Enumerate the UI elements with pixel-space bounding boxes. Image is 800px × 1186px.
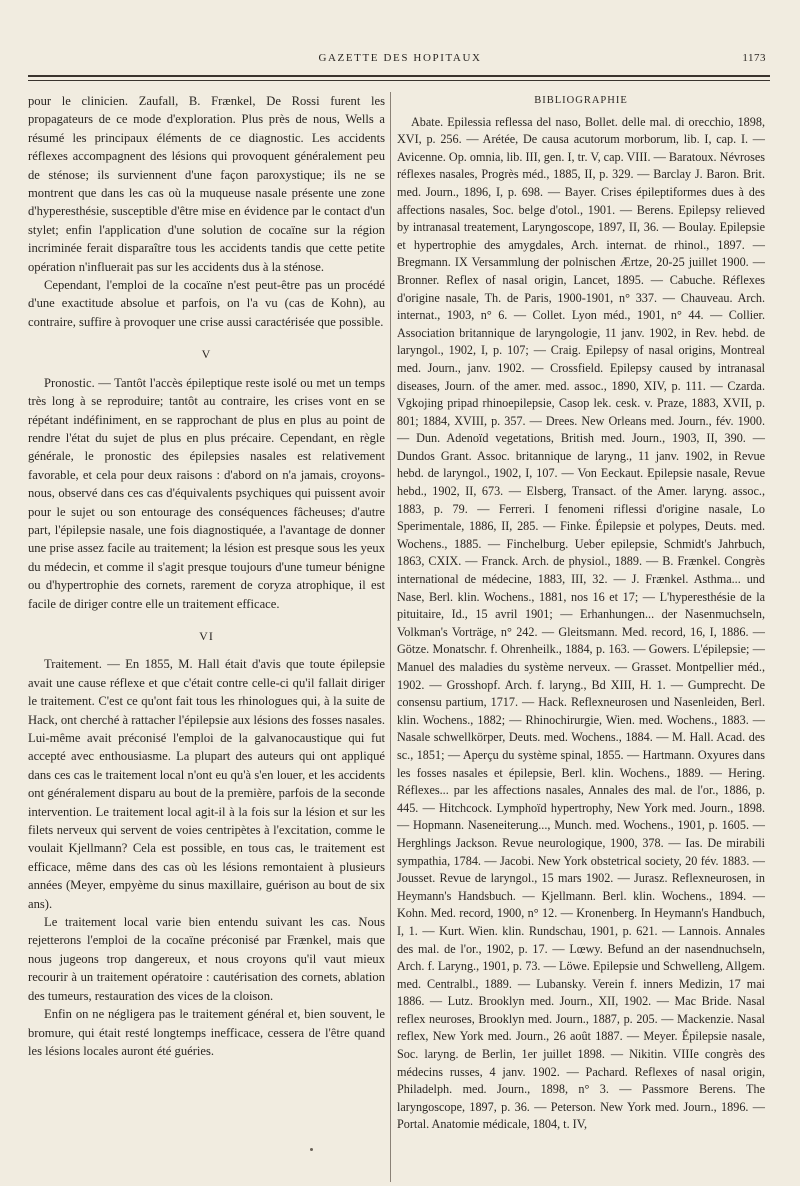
column-divider bbox=[390, 92, 391, 1182]
journal-title: GAZETTE DES HOPITAUX bbox=[318, 52, 482, 64]
bibliography-text: Abate. Epilessia reflessa del naso, Bollet. delle mal. di orecchio, 1898, XVI, p. 256. — Arétée, De causa acutorum morborum, lib. I, cap. I. — Avicenne. Op. omnia, lib. III, gen. I, tr. V, cap. VIII. — Baratoux. Névroses réflexes nasales, Progrès méd., 1885, II, p. 329. — Barclay J. Baron. Brit. med. Journ., 1896, I, p. 698. — Bayer. Crises épileptiformes dues à des affections nasales, Soc. belge d'otol., 1901. — Berens. Epilepsy relieved by intranasal treatement, Laryngoscope, 1897, II, 36. — Boulay. Epilepsie et hypertrophie des amygdales, Arch. internat. de rhinol., 1897. — Bregmann. IX Versammlung der polnischen Ærtze, 20-25 juillet 1900. — Bronner. Reflex of nasal origin, Lancet, 1895. — Cabuche. Réflexes d'origine nasale, Th. de Paris, 1900-1901, n° 337. — Chauveau. Arch. internat., 1903, n° 6. — Collet. Lyon méd., 1901, n° 44. — Collier. Association britannique de laryngologie, 11 janv. 1902, in Rev. hebd. de laryngol., 1902, I, p. 107; — Craig. Epilepsy of nasal origins, Montreal med. Journ., janv. 1902. — Crossfield. Epilepsy caused by intranasal diseases, Journ. of the amer. med. assoc., 1890, XIV, p. 111. — Czarda. Vgkojing pripad rhinoepilepsie, Casop lek. cesk. v. Praze, 1883, XVII, p. 801; 1884, XVIII, p. 357. — Drees. New Orleans med. Journ., fév. 1900. — Dun. Adenoïd vegetations, British med. Journ., 1903, II, 390. — Dundos Grant. Assoc. britannique de laryng., 11 janv. 1902, in Revue hebd. de laryngol., 1902, I, 107. — Von Eeckaut. Epilepsie nasale, Revue hebd., 1902, II, 673. — Elsberg, Transact. of the Amer. laryng. assoc., 1883, p. 79. — Ferreri. I fenomeni riflessi d'origine nasale, Lo Sperimentale, 1886, II, 285. — Finke. Épilepsie et polypes, Deuts. med. Wochens., 1885. — Finchelburg. Ueber epilepsie, Schmidt's Jahrbuch, 1863, CXIX. — Franck. Arch. de physiol., 1889. — B. Frænkel. Congrès international de médecine, 1883, III, 32. — J. Frænkel. Asthma... und Nase, Berl. klin. Wochens., 1881, nos 16 et 17; — L'hyperesthésie de la pituitaire, Id., 15 avril 1901; — Erhanhungen... der Nasenmuchseln, Volkman's Vorträge, n° 242. — Gleitsmann. Med. record, 16, I, 1886. — Götze. Monatschr. f. Ohrenheilk., 1884, p. 163. — Gowers. L'épilepsie; — Manuel des maladies du système nerveux. — Grasset. Montpellier méd., 1902. — Grosshopf. Arch. f. laryng., Bd XIII, H. 1. — Gumprecht. De consensu partium, 1717. — Hack. Reflexneurosen und Nasenleiden, Berl. klin. Wochens., 1882; — Rhinochirurgie, Wien. med. Wochens., 1883. — Nasale schwellkörper, Deuts. med. Wochens., 1884. — M. Hall. Acad. des sc., 1851; — Aperçu du système spinal, 1855. — Hartmann. Oxyures dans les fosses nasales et épilepsie, Berl. klin. Wochens., 1889. — Hering. Réflexes... par les affections nasales, Annales des mal. de l'or., 1886, p. 445. — Hitchcock. Lymphoïd hypertrophy, New York med. Journ., 1898. — Hopmann. Naseneiterung..., Munch. med. Wochens., 1901, p. 1605. — Herghlings Jackson. Revue neurologique, 1900, 378. — Ias. De mirabili sympathia, 1784. — Jacobi. New York obstetrical society, 20 fév. 1883. — Jousset. Revue de laryngol., 15 mars 1902. — Jurasz. Reflexneurosen, in Heymann's Handsbuch. — Kjellmann. Berl. klin. Wochens., 1894. — Kohn. Med. record, 1900, n° 12. — Kronenberg. In Heymann's Handbuch, I, 1. — Kurt. Wien. klin. Rundschau, 1901, p. 621. — Lannois. Annales des mal. de l'or., 1902, p. 17. — Lœwy. Befund an der nasendnuchseln, Arch. f. Laryng., 1901, p. 73. — Löwe. Epilepsie und Schwelleng, Allgem. med. Centralbl., 1889. — Lubansky. Verein f. inners Medizin, 17 mai 1886. — Lutz. Brooklyn med. Journ., XII, 1902. — Mac Bride. Nasal reflex neuroses, Brooklyn med. Journ., 1887, p. 205. — Mackenzie. Nasal reflex, New York med. Journ., 26 août 1887. — Meyer. Épilepsie nasale, Soc. laryng. de Berlin, 1er juillet 1898. — Nikitin. VIIIe congrès des médecins russes, 4 janv. 1902. — Pachard. Reflexes of nasal origin, Philadelph. med. Journ., 1898, n° 3. — Passmore Berens. The laryngoscope, 1897, p. 36. — Peterson. New York med. Journ., 1896. — Portal. Anatomie médicale, 1804, t. IV, bbox=[397, 114, 765, 1132]
header-rule-thin bbox=[28, 80, 770, 81]
page-number: 1173 bbox=[742, 52, 766, 64]
print-speck bbox=[310, 1148, 313, 1151]
running-header bbox=[28, 52, 772, 72]
section-number-vi: VI bbox=[199, 628, 214, 643]
bibliography-heading: BIBLIOGRAPHIE bbox=[534, 95, 628, 106]
paragraph-diagnosis: pour le clinicien. Zaufall, B. Frænkel, De Rossi furent les propagateurs de ce mode d'exploration. Plus près de nous, Wells a résumé les principaux éléments de ce diagnostic. Les accidents réflexes accompagnent des lésions qui provoquent généralement peu de sténose; ils surviennent d'une façon paroxystique; ils ne se montrent que dans les cas où la muqueuse nasale présente une zone d'hyperesthésie, susceptible d'être mise en évidence par le contact d'un stylet; enfin l'application d'une solution de cocaïne sur la région incriminée ferait disparaître tous les accidents tandis que cette petite opération n'influerait pas sur les accidents dus à la sténose. bbox=[28, 94, 385, 274]
paragraph-traitement-general: Enfin on ne négligera pas le traitement général et, bien souvent, le bromure, qui était resté longtemps inefficace, cessera de l'être quand les lésions locales auront été guéries. bbox=[28, 1007, 385, 1058]
paragraph-pronostic: Pronostic. — Tantôt l'accès épileptique reste isolé ou met un temps très long à se reproduire; tantôt au contraire, les crises vont en se répétant indéfiniment, en se rapprochant de plus en plus au point de rendre l'état du sujet de plus en plus précaire. Cependant, en règle générale, le pronostic des épilepsies nasales est relativement favorable, et cela pour deux raisons : d'abord on n'a jamais, croyons-nous, observé dans ces cas d'équivalents psychiques qui puissent avoir pour le sujet ou son entourage des conséquences fâcheuses; d'autre part, l'épilepsie nasale, une fois diagnostiquée, a l'avantage de donner une prise assez facile au traitement; la lésion est presque sous les yeux du médecin, et comme il s'agit presque toujours d'une tumeur bénigne ou d'hypertrophie des cornets, rarement de coryza atrophique, il est facile de diriger contre elle un traitement efficace. bbox=[28, 375, 385, 611]
paragraph-traitement: Traitement. — En 1855, M. Hall était d'avis que toute épilepsie avait une cause réflexe et que c'était contre celle-ci qu'il fallait diriger le traitement. C'est ce qu'ont fait tous les rhinologues qui, à la suite de Hack, ont cherché à rattacher l'épilepsie aux lésions des fosses nasales. Lui-même avait préconisé l'emploi de la galvanocaustique qui fut accepté avec enthousiasme. La plupart des auteurs qui ont appliqué dans ces cas le traitement local n'ont eu qu'à s'en louer, et les accidents ont généralement disparu au bout de la première, parfois de la seconde intervention. Le traitement local agit-il à la fois sur la lésion et sur les filets nerveux qui servent de voies centripètes à l'excitation, comme le voulait Kjellmann? Cela est possible, en tous cas, le traitement est efficace, même dans des cas où les lésions remontaient à plusieurs années (Meyer, empyème du sinus maxillaire, guérison au bout de six ans). bbox=[28, 657, 385, 911]
paragraph-cocaine: Cependant, l'emploi de la cocaïne n'est peut-être pas un procédé d'une exactitude absolue et parfois, on l'a vu (cas de Kohn), au contraire, suffire à provoquer une crise aussi caractérisée que possible. bbox=[28, 278, 385, 329]
section-number-v: V bbox=[201, 347, 212, 362]
left-column bbox=[28, 92, 385, 1060]
header-rule-thick bbox=[28, 75, 770, 77]
right-column bbox=[397, 92, 765, 1134]
paragraph-traitement-local: Le traitement local varie bien entendu suivant les cas. Nous rejetterons l'emploi de la cocaïne préconisé par Frænkel, mais que nous jugeons trop dangereux, et nous croyons qu'il vaut mieux recourir à un traitement opératoire : cautérisation des cornets, ablation des tumeurs, restauration des vices de la cloison. bbox=[28, 915, 385, 1003]
